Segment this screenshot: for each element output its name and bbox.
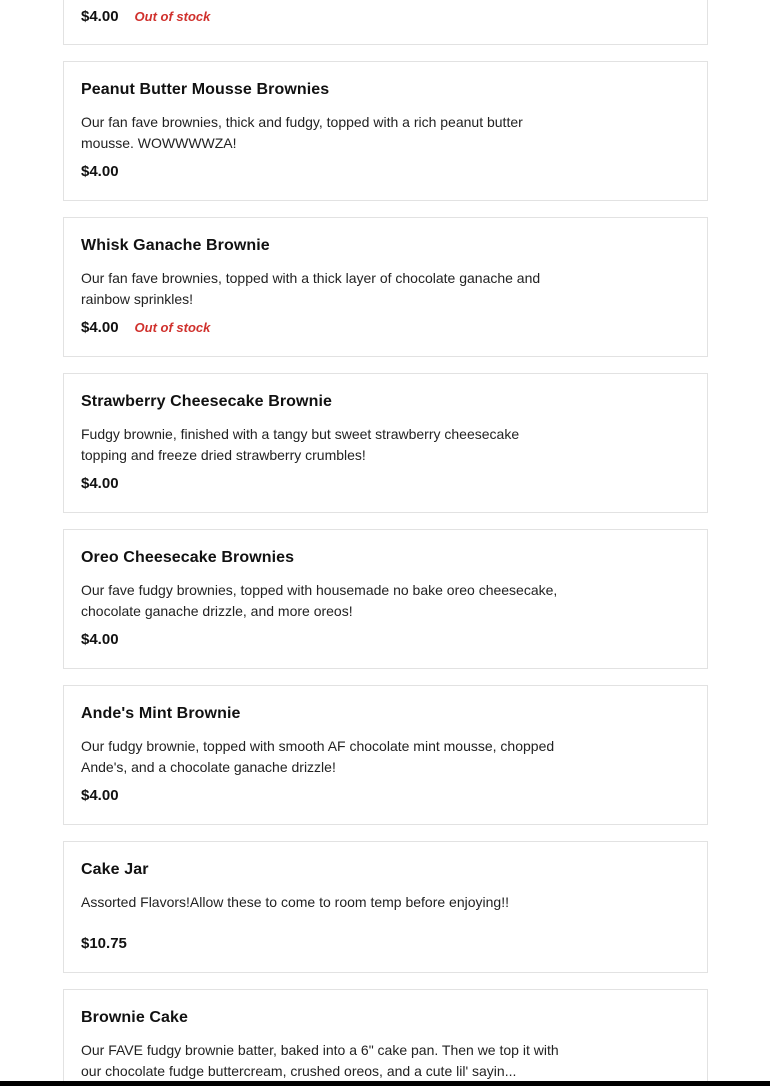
price-row: [81, 8, 210, 25]
item-price: $4.00: [81, 163, 119, 180]
item-price: $4.00: [81, 319, 119, 336]
menu-item-card[interactable]: [63, 373, 708, 513]
menu-item-list: [63, 0, 708, 1086]
item-price: $4.00: [81, 787, 119, 804]
item-name: Oreo Cheesecake Brownies: [81, 549, 295, 566]
menu-item-card[interactable]: [63, 989, 708, 1086]
out-of-stock-badge: Out of stock: [134, 320, 211, 335]
item-description: Our fudgy brownie, topped with smooth AF chocolate mint mousse, chopped Ande's, and a chocolate ganache drizzle!: [81, 738, 555, 775]
item-name: Strawberry Cheesecake Brownie: [81, 393, 333, 410]
item-description: Our fave fudgy brownies, topped with housemade no bake oreo cheesecake, chocolate ganache drizzle, and more oreos!: [81, 582, 558, 619]
item-name: Brownie Cake: [81, 1009, 189, 1026]
menu-item-card[interactable]: [63, 61, 708, 201]
bottom-bar: [0, 1081, 770, 1086]
price-row: [81, 787, 119, 804]
price-row: [81, 319, 210, 336]
price-row: [81, 163, 119, 180]
item-description: Our FAVE fudgy brownie batter, baked into a 6" cake pan. Then we top it with our chocolate fudge buttercream, crushed oreos, and a cute lil' sayin...: [81, 1042, 559, 1079]
price-row: [81, 631, 119, 648]
menu-item-card[interactable]: [63, 529, 708, 669]
out-of-stock-badge: Out of stock: [134, 9, 211, 24]
item-description: Fudgy brownie, finished with a tangy but sweet strawberry cheesecake topping and freeze dried strawberry crumbles!: [81, 426, 520, 463]
item-name: Whisk Ganache Brownie: [81, 237, 270, 254]
item-name: Peanut Butter Mousse Brownies: [81, 81, 330, 98]
price-row: [81, 935, 127, 952]
item-description: Our fan fave brownies, thick and fudgy, topped with a rich peanut butter mousse. WOWWWWZA!: [81, 114, 523, 151]
menu-item-card[interactable]: [63, 0, 708, 45]
price-row: [81, 475, 119, 492]
item-price: $4.00: [81, 8, 119, 25]
item-price: $4.00: [81, 475, 119, 492]
item-price: $10.75: [81, 935, 127, 952]
menu-item-card[interactable]: [63, 217, 708, 357]
item-name: Ande's Mint Brownie: [81, 705, 241, 722]
item-description: Assorted Flavors!Allow these to come to room temp before enjoying!!: [81, 894, 509, 910]
item-price: $4.00: [81, 631, 119, 648]
item-description: Our fan fave brownies, topped with a thick layer of chocolate ganache and rainbow sprinkles!: [81, 270, 541, 307]
menu-item-card[interactable]: [63, 841, 708, 973]
item-name: Cake Jar: [81, 861, 149, 878]
menu-item-card[interactable]: [63, 685, 708, 825]
